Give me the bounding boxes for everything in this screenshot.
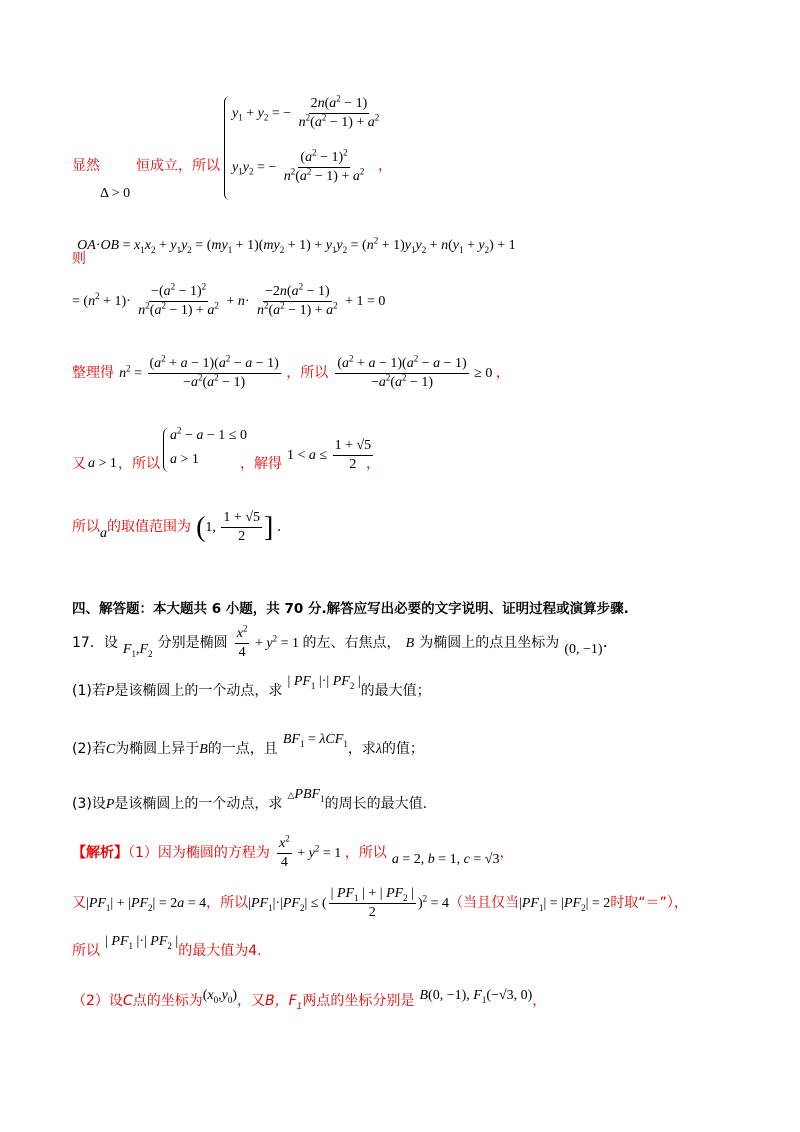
product-expression: | $PF_1$ |·| $PF_2$ |	[287, 674, 361, 691]
q1-b: 是该椭圆上的一个动点，求	[114, 683, 283, 699]
intro-d: 为椭圆上的点且坐标为	[419, 634, 560, 651]
s2-d: 时取“＝”），	[610, 894, 688, 911]
var-a: a	[100, 525, 107, 541]
comma: ，	[378, 158, 392, 174]
ellipse-equation: $\frac{x^2}{4}$ + $y^2 = 1$	[279, 833, 345, 871]
solution-line-1	[72, 833, 514, 871]
question-2	[72, 732, 424, 758]
comma: ，	[366, 456, 380, 472]
comma: ，	[495, 364, 510, 381]
s1-a: （1）因为椭圆的方程为	[128, 844, 270, 861]
problem-17-intro: 17．设 $F_1,F_2$ 分别是椭圆 $\frac{x^2}{4}$ + $y^2 = 1$ 的左、右焦点， B 为椭圆上的点且坐标为 (0, −1).	[72, 623, 608, 661]
solution-line-3	[72, 934, 262, 960]
product-expression: | $PF_1$ |·| $PF_2$ |	[105, 934, 179, 951]
q2-a: (2)若	[72, 741, 106, 757]
q3-c: 的周长的最大值.	[324, 796, 428, 812]
q2-b: 为椭圆上异于	[115, 741, 200, 757]
points-b-f1: B，$F_1$	[264, 993, 303, 1012]
s2-b: ，所以	[206, 894, 249, 911]
c-coords: $(x_0,y_0)$	[202, 988, 237, 1005]
ineq-2: a > 1	[170, 452, 199, 467]
s1-c: ，	[499, 844, 514, 861]
range-text: 的取值范围为	[107, 518, 191, 535]
dot-product-line	[72, 234, 516, 267]
so-text: 所以	[72, 518, 100, 535]
range-interval: (1, $\frac{1 + √5}{2}$ ]	[196, 510, 274, 545]
q1-a: (1)若	[72, 683, 106, 699]
solution-line-4	[72, 990, 546, 1010]
also-text: 又	[72, 456, 86, 472]
solution-tag: 【解析】	[72, 844, 128, 861]
dot-product-formula: $OA\cdot OB = x_1x_2 + y_1y_2 = (my_1 + 1)(my_2 + 1) + y_1y_2 = (n^2 + 1)y_1y_2 + n(y_1 + y_2) + 1$	[77, 235, 516, 255]
q2-c: 的一点，且	[207, 741, 278, 757]
inequality-formula: $\frac{(a^2 + a - 1)(a^2 - a - 1)}{-a^2(a^2 - 1)}$ ≥ 0	[337, 353, 496, 391]
point-b: B	[405, 635, 415, 651]
so-text: ，所以	[286, 364, 329, 381]
point-b: B	[199, 742, 208, 757]
triangle-symbol: $\triangle PBF_1$	[287, 787, 325, 804]
s4-b: 点的坐标为	[132, 993, 203, 1009]
foci-symbols: $F_1,F_2$	[122, 641, 153, 659]
s2-a: 又	[72, 894, 86, 911]
point-b-coords: (0, −1)	[564, 641, 603, 657]
range-line	[72, 510, 281, 545]
lead-text: 显然	[72, 158, 100, 174]
section-heading: 四、解答题：本大题共 6 小题，共 70 分.解答应写出必要的文字说明、证明过程或演算步骤.	[72, 601, 629, 617]
sum-equation: $y_1 + y_2$ = − $\frac{2n(a^2 - 1)}{n^2(a^2 - 1) + a^2}$	[232, 93, 380, 131]
solution-line-2	[72, 886, 688, 921]
s4-e: ，	[532, 993, 547, 1009]
substituted-equation: = $(n^2 + 1)\cdot$ $\frac{-(a^2 - 1)^2}{n^2(a^2 - 1) + a^2}$ + n· $\frac{-2n(a^2 - 1)}{n^2(a^2 - 1) + a^2}$ + 1 = 0	[72, 281, 386, 319]
s3-a: 所以	[72, 943, 100, 959]
intro-a: 17．设	[72, 634, 118, 651]
simplify-text: 整理得	[72, 364, 114, 381]
solve-text: ，解得	[240, 456, 282, 472]
s2-c: （当且仅当	[449, 894, 520, 911]
solution-range: 1 < a ≤ $\frac{1 + √5}{2}$	[287, 438, 372, 473]
delta-condition: Δ > 0	[100, 186, 131, 201]
q3-b: 是该椭圆上的一个动点，求	[114, 796, 283, 812]
ellipse-equation: $\frac{x^2}{4}$ + $y^2 = 1$	[236, 623, 303, 661]
point-c: C	[122, 993, 133, 1009]
so-text: ，所以	[118, 456, 160, 472]
parameters: a = 2, b = 1, c = √3	[391, 851, 500, 867]
vector-equation: $BF_1 = \lambda CF_1$	[282, 732, 348, 749]
sum-distances: $|PF_1| + |PF_2| = 2a = 4$	[86, 895, 207, 913]
then-text: 则	[72, 251, 86, 267]
s1-b: ，所以	[344, 844, 387, 861]
always-holds-text: 恒成立，所以	[136, 158, 220, 174]
s4-c: ，又	[236, 993, 265, 1009]
s4-a: （2）设	[72, 993, 123, 1009]
question-3	[72, 787, 428, 813]
product-equation: $y_1y_2$ = − $\frac{(a^2 - 1)^2}{n^2(a^2 - 1) + a^2}$	[232, 147, 365, 185]
n-squared-formula: $n^2$ = $\frac{(a^2 + a - 1)(a^2 - a - 1)}{-a^2(a^2 - 1)}$	[119, 353, 279, 391]
am-gm-inequality: $|PF_1|\cdot|PF_2|$ ≤ ( $\frac{| PF_1 | + | PF_2 |}{2}$ )$^2$ = 4	[248, 886, 450, 921]
s4-d: 两点的坐标分别是	[302, 993, 415, 1009]
q2-e: 的值；	[381, 741, 424, 757]
question-1	[72, 674, 431, 700]
point-p: P	[105, 684, 115, 699]
q1-c: 的最大值；	[360, 683, 431, 699]
b-f1-coords: B(0, −1), $F_1(-√3$, 0)	[419, 988, 533, 1005]
q3-a: (3)设	[72, 796, 106, 812]
period: .	[276, 518, 282, 535]
ineq-1: $a^2 - a - 1 \le 0$	[170, 425, 247, 443]
intro-b: 分别是椭圆	[157, 634, 228, 651]
point-c: C	[105, 742, 116, 757]
lambda: λ	[375, 742, 382, 757]
simplify-line	[72, 353, 510, 391]
equality-condition: $|PF_1| = |PF_2| = 2$	[519, 895, 611, 913]
s3-b: 的最大值为4.	[178, 943, 262, 959]
point-p: P	[105, 797, 115, 812]
q2-d: ，求	[347, 741, 376, 757]
a-greater-one: a > 1	[88, 456, 117, 471]
intro-c: 的左、右焦点，	[302, 634, 401, 651]
